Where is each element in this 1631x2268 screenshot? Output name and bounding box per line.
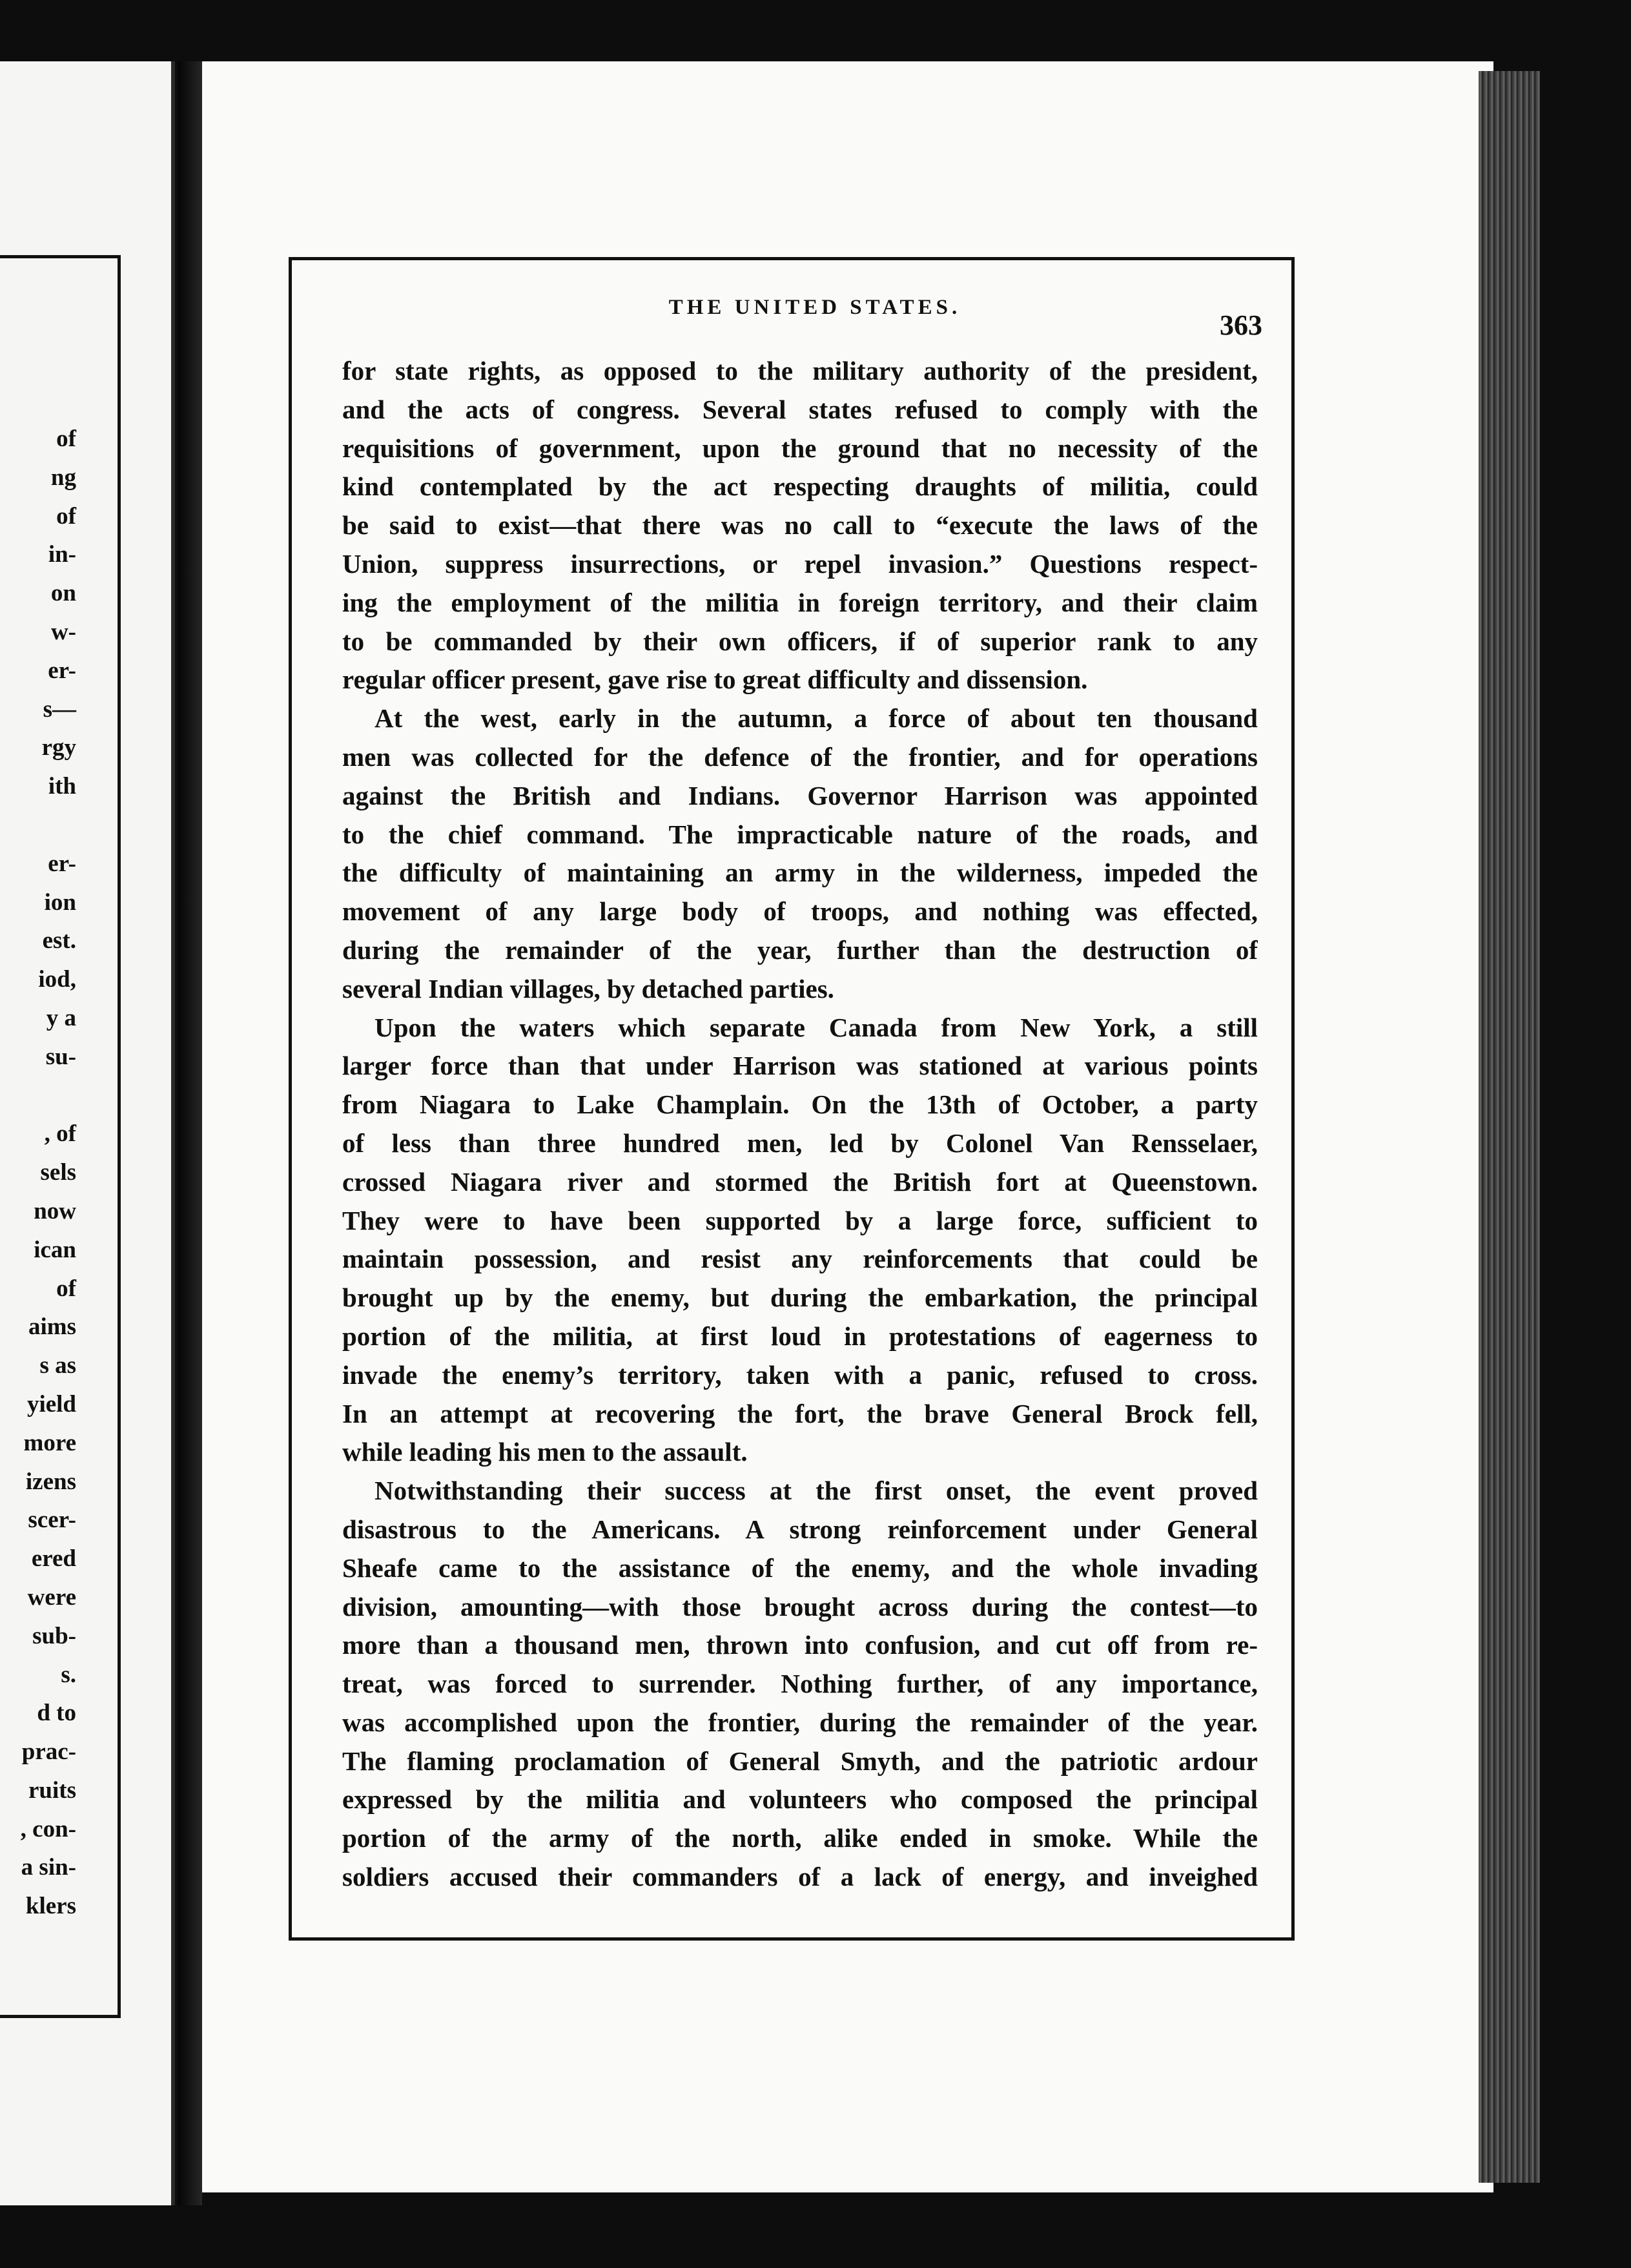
text-line: The flaming proclamation of General Smyth, and the patriotic ardour (342, 1746, 1258, 1776)
left-page-fragment: d to (37, 1700, 76, 1727)
left-page-fragment: iod, (38, 966, 76, 993)
text-line: while leading his men to the assault. (342, 1437, 748, 1467)
left-page-fragment: more (23, 1429, 76, 1456)
text-line: treat, was forced to surrender. Nothing further, of any importance, (342, 1669, 1258, 1699)
text-line: for state rights, as opposed to the military authority of the president, (342, 356, 1258, 386)
left-page-fragment: of (56, 1275, 76, 1302)
left-page-fragment: er- (48, 850, 76, 877)
text-line: requisitions of government, upon the ground that no necessity of the (342, 433, 1258, 463)
left-page-fragment: sub- (32, 1622, 76, 1649)
left-page-fragment: ith (48, 773, 76, 800)
text-line: crossed Niagara river and stormed the British fort at Queenstown. (342, 1166, 1258, 1197)
text-line: They were to have been supported by a large force, sufficient to (342, 1205, 1258, 1235)
page-number: 363 (1220, 309, 1262, 341)
page-fore-edge (1479, 71, 1540, 2183)
left-page-text-fragments (0, 420, 76, 1926)
text-line: and the acts of congress. Several states refused to comply with the (342, 394, 1258, 424)
left-page-fragment: a sin- (21, 1854, 76, 1881)
left-page-fragment: on (50, 580, 76, 607)
left-page-fragment: w- (50, 618, 76, 645)
text-line: ing the employment of the militia in foreign territory, and their claim (342, 587, 1258, 617)
left-page-fragment: ng (50, 464, 76, 491)
text-line: regular officer present, gave rise to great difficulty and dissension. (342, 665, 1088, 695)
text-line: several Indian villages, by detached parties. (342, 973, 834, 1004)
text-line: against the British and Indians. Governor Harrison was appointed (342, 780, 1258, 810)
text-line: to be commanded by their own officers, if of superior rank to any (342, 626, 1258, 656)
text-line: movement of any large body of troops, and nothing was effected, (342, 896, 1258, 927)
left-page-fragment: s as (39, 1352, 76, 1379)
text-line: At the west, early in the autumn, a force of about ten thousand (374, 703, 1258, 734)
left-page-fragment: izens (25, 1468, 76, 1495)
text-line: of less than three hundred men, led by Colonel Van Rensselaer, (342, 1128, 1258, 1158)
left-page-fragment (0, 806, 76, 845)
text-line: portion of the army of the north, alike ended in smoke. While the (342, 1823, 1258, 1853)
text-line: the difficulty of maintaining an army in the wilderness, impeded the (342, 858, 1258, 888)
text-line: was accomplished upon the frontier, during the remainder of the year. (342, 1707, 1258, 1737)
left-page-fragment: , con- (20, 1815, 76, 1842)
text-line: Union, suppress insurrections, or repel invasion.” Questions respect- (342, 548, 1258, 579)
left-page-fragment: y a (46, 1004, 76, 1031)
running-head: THE UNITED STATES. (668, 296, 961, 319)
left-page-fragment: ered (31, 1545, 76, 1572)
text-line: larger force than that under Harrison was stationed at various points (342, 1051, 1258, 1081)
text-line: men was collected for the defence of the frontier, and for operations (342, 741, 1258, 772)
text-line: more than a thousand men, thrown into confusion, and cut off from re- (342, 1630, 1258, 1660)
left-page-fragment: scer- (28, 1507, 76, 1534)
text-line: expressed by the militia and volunteers who composed the principal (342, 1784, 1258, 1815)
text-line: portion of the militia, at first loud in protestations of eagerness to (342, 1321, 1258, 1351)
left-page-fragment: were (27, 1583, 76, 1611)
left-page-fragment: ion (44, 889, 76, 916)
left-page-fragment: sels (40, 1159, 76, 1186)
left-page-fragment: su- (45, 1043, 76, 1070)
left-page-fragment: in- (48, 541, 76, 568)
left-page-fragment: of (56, 426, 76, 452)
text-line: soldiers accused their commanders of a lack of energy, and inveighed (342, 1862, 1258, 1892)
left-page-fragment: rgy (41, 734, 76, 761)
left-page-fragment: ruits (28, 1777, 76, 1804)
text-line: to the chief command. The impracticable nature of the roads, and (342, 819, 1258, 849)
left-page-fragment: prac- (21, 1738, 76, 1766)
left-page-fragment: s. (61, 1661, 76, 1688)
book-gutter (178, 61, 202, 2205)
text-line: be said to exist—that there was no call to “execute the laws of the (342, 510, 1258, 541)
text-line: brought up by the enemy, but during the embarkation, the principal (342, 1283, 1258, 1313)
left-page-fragment: , of (44, 1120, 76, 1148)
left-page-fragment: ican (34, 1236, 76, 1263)
text-line: Sheafe came to the assistance of the enemy, and the whole invading (342, 1552, 1258, 1583)
left-page-fragment: est. (42, 927, 76, 954)
text-line: Upon the waters which separate Canada from New York, a still (374, 1012, 1258, 1042)
left-page-fragment: er- (48, 657, 76, 684)
left-page-fragment: of (56, 502, 76, 530)
text-line: In an attempt at recovering the fort, the brave General Brock fell, (342, 1398, 1258, 1428)
text-line: disastrous to the Americans. A strong reinforcement under General (342, 1514, 1258, 1544)
body-text (342, 352, 1258, 1897)
left-page-fragment: yield (26, 1390, 76, 1418)
left-facing-page (0, 61, 175, 2205)
text-line: Notwithstanding their success at the first onset, the event proved (374, 1476, 1258, 1506)
left-page-fragment: now (34, 1197, 76, 1224)
text-line: division, amounting—with those brought across during the contest—to (342, 1591, 1258, 1622)
left-page-fragment: aims (28, 1314, 76, 1341)
text-line: during the remainder of the year, further than the destruction of (342, 934, 1258, 965)
left-page-fragment: s— (43, 696, 76, 723)
left-page-fragment (0, 1077, 76, 1115)
text-line: maintain possession, and resist any reinforcements that could be (342, 1244, 1258, 1274)
text-line: kind contemplated by the act respecting draughts of militia, could (342, 471, 1258, 502)
text-line: invade the enemy’s territory, taken with a panic, refused to cross. (342, 1359, 1258, 1390)
left-page-fragment: klers (25, 1893, 76, 1920)
text-line: from Niagara to Lake Champlain. On the 13th of October, a party (342, 1089, 1258, 1120)
